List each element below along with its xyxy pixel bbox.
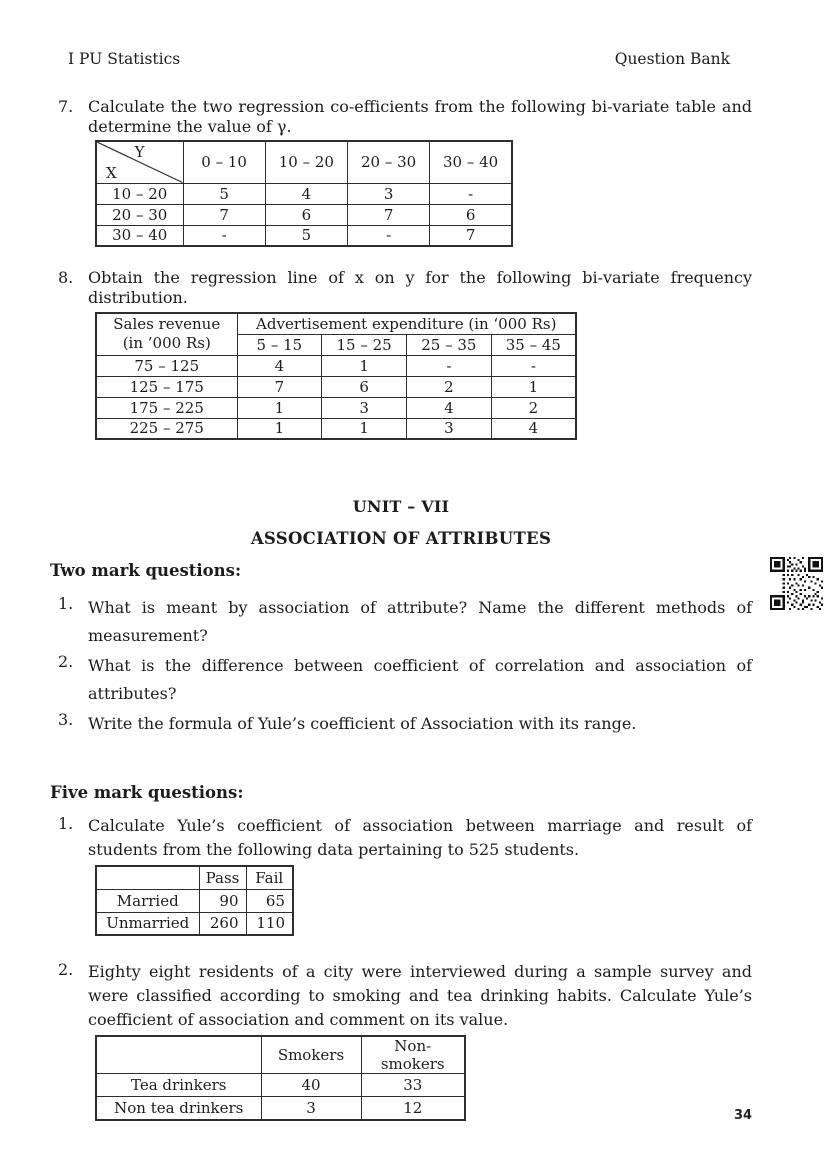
table-row	[96, 204, 512, 225]
row-label: 10 – 20	[96, 183, 183, 204]
data-cell: -	[407, 355, 492, 376]
empty-corner-cell	[96, 1036, 261, 1074]
data-cell: -	[491, 355, 576, 376]
data-cell: 7	[348, 204, 430, 225]
two-mark-list	[50, 594, 752, 738]
table-row	[96, 376, 576, 397]
column-header: 0 – 10	[183, 141, 265, 183]
column-header: Fail	[246, 866, 293, 889]
column-header: Pass	[199, 866, 246, 889]
row-label: Married	[96, 889, 199, 912]
row-label: Unmarried	[96, 912, 199, 935]
column-header: 5 – 15	[237, 334, 322, 355]
q7-bivariate-table	[95, 140, 513, 247]
two-mark-question-2	[50, 652, 752, 708]
data-cell: 110	[246, 912, 293, 935]
header-right-title: Question Bank	[614, 50, 730, 68]
table-row	[96, 1074, 465, 1097]
table-row	[96, 397, 576, 418]
data-cell: 6	[265, 204, 347, 225]
data-cell: 3	[407, 418, 492, 439]
question-number: 2.	[58, 960, 74, 979]
data-cell: 1	[322, 418, 407, 439]
corner-label-x: X	[106, 163, 117, 182]
data-cell: 5	[183, 183, 265, 204]
table-corner-cell	[96, 141, 183, 183]
question-7	[50, 97, 752, 247]
data-cell: 6	[322, 376, 407, 397]
sales-revenue-header	[96, 313, 237, 355]
table-row	[96, 418, 576, 439]
question-text: What is meant by association of attribute? Name the different methods of measurement?	[88, 598, 752, 645]
data-cell: 4	[265, 183, 347, 204]
two-mark-question-1	[50, 594, 752, 650]
data-cell: 1	[322, 355, 407, 376]
question-8	[50, 268, 752, 440]
two-mark-question-3	[50, 710, 752, 738]
question-number: 7.	[58, 97, 74, 116]
row-label: Non tea drinkers	[96, 1097, 261, 1120]
data-cell: -	[430, 183, 512, 204]
question-text: Calculate Yule’s coefficient of association between marriage and result of students from the following data pertaining to 525 students.	[88, 816, 752, 859]
column-header: 10 – 20	[265, 141, 347, 183]
data-cell: 7	[430, 225, 512, 246]
question-text: Calculate the two regression co-efficients from the following bi-variate table and determine the value of γ.	[88, 97, 752, 136]
corner-label-y: Y	[134, 143, 145, 161]
data-cell: 3	[348, 183, 430, 204]
question-text: What is the difference between coefficient of correlation and association of attributes?	[88, 656, 752, 703]
data-cell: 1	[237, 418, 322, 439]
question-number: 3.	[58, 710, 74, 729]
qr-code-icon	[768, 557, 825, 610]
data-cell: 1	[491, 376, 576, 397]
question-number: 1.	[58, 814, 74, 833]
sales-revenue-line1: Sales revenue	[113, 315, 221, 334]
marriage-table	[95, 865, 294, 936]
table-row	[96, 912, 293, 935]
data-cell: 90	[199, 889, 246, 912]
five-mark-question-2	[50, 960, 752, 1032]
row-label: 20 – 30	[96, 204, 183, 225]
column-header: 15 – 25	[322, 334, 407, 355]
data-cell: 260	[199, 912, 246, 935]
data-cell: 1	[237, 397, 322, 418]
data-cell: 4	[237, 355, 322, 376]
data-cell: 7	[183, 204, 265, 225]
question-number: 2.	[58, 652, 74, 671]
column-header: 30 – 40	[430, 141, 512, 183]
two-mark-heading: Two mark questions:	[50, 561, 242, 580]
question-number: 8.	[58, 268, 74, 287]
question-text: Eighty eight residents of a city were interviewed during a sample survey and were classified according to smoking and tea drinking habits. Calculate Yule’s coefficient of association and comment on its value.	[88, 962, 752, 1029]
column-header: 20 – 30	[348, 141, 430, 183]
data-cell: 33	[361, 1074, 465, 1097]
row-label: 175 – 225	[96, 397, 237, 418]
row-label: 225 – 275	[96, 418, 237, 439]
header-left-title: I PU Statistics	[68, 50, 181, 68]
row-label: 75 – 125	[96, 355, 237, 376]
data-cell: 2	[407, 376, 492, 397]
table-row	[96, 183, 512, 204]
table-row	[96, 1097, 465, 1120]
data-cell: 3	[322, 397, 407, 418]
question-text: Write the formula of Yule’s coefficient of Association with its range.	[88, 714, 637, 733]
five-mark-question-1	[50, 814, 752, 861]
row-label: Tea drinkers	[96, 1074, 261, 1097]
data-cell: 3	[261, 1097, 361, 1120]
data-cell: 12	[361, 1097, 465, 1120]
data-cell: -	[183, 225, 265, 246]
data-cell: 4	[491, 418, 576, 439]
sales-revenue-line2: (in ’000 Rs)	[122, 334, 211, 353]
data-cell: 2	[491, 397, 576, 418]
unit-subtitle: ASSOCIATION OF ATTRIBUTES	[250, 529, 552, 548]
page-header	[68, 50, 730, 68]
question-text: Obtain the regression line of x on y for the following bi-variate frequency distribution.	[88, 268, 752, 307]
table-row	[96, 225, 512, 246]
data-cell: 7	[237, 376, 322, 397]
data-cell: 40	[261, 1074, 361, 1097]
five-mark-heading: Five mark questions:	[50, 783, 244, 802]
table-row	[96, 355, 576, 376]
smoking-table	[95, 1035, 466, 1121]
row-label: 125 – 175	[96, 376, 237, 397]
data-cell: -	[348, 225, 430, 246]
question-number: 1.	[58, 594, 74, 613]
data-cell: 6	[430, 204, 512, 225]
data-cell: 4	[407, 397, 492, 418]
data-cell: 65	[246, 889, 293, 912]
data-cell: 5	[265, 225, 347, 246]
page-number: 34	[734, 1108, 753, 1123]
column-header: 35 – 45	[491, 334, 576, 355]
q8-frequency-table	[95, 312, 577, 440]
table-row	[96, 889, 293, 912]
row-label: 30 – 40	[96, 225, 183, 246]
column-header: Non-smokers	[361, 1036, 465, 1074]
empty-corner-cell	[96, 866, 199, 889]
advertisement-header: Advertisement expenditure (in ‘000 Rs)	[237, 313, 576, 334]
column-header: 25 – 35	[407, 334, 492, 355]
column-header: Smokers	[261, 1036, 361, 1074]
unit-title: UNIT – VII	[352, 497, 450, 516]
